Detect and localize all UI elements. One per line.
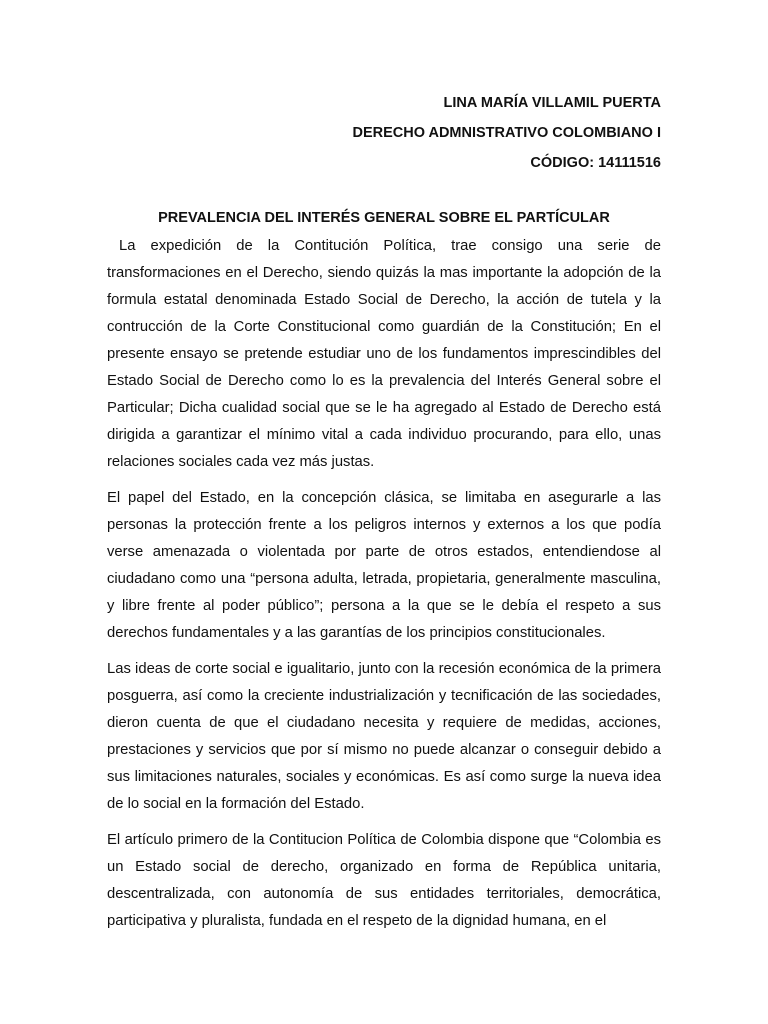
- author-name: LINA MARÍA VILLAMIL PUERTA: [443, 95, 661, 111]
- essay-title: PREVALENCIA DEL INTERÉS GENERAL SOBRE EL PARTÍCULAR: [158, 210, 610, 226]
- essay-body: [107, 233, 661, 944]
- paragraph: El artículo primero de la Contitucion Política de Colombia dispone que “Colombia es un Estado social de derecho, organizado en forma de República unitaria, descentralizada, con autonomía de sus entidades territoriales, democrática, participativa y pluralista, fundada en el respeto de la dignidad humana, en el: [107, 832, 661, 929]
- student-code: CÓDIGO: 14111516: [530, 155, 661, 171]
- paragraph: La expedición de la Contitución Política, trae consigo una serie de transformaciones en el Derecho, siendo quizás la mas importante la adopción de la formula estatal denominada Estado Social de Derecho, la acción de tutela y la contrucción de la Corte Constitucional como guardián de la Constitución; En el presente ensayo se pretende estudiar uno de los fundamentos imprescindibles del Estado Social de Derecho como lo es la prevalencia del Interés General sobre el Particular; Dicha cualidad social que se le ha agregado al Estado de Derecho está dirigida a garantizar el mínimo vital a cada individuo procurando, para ello, unas relaciones sociales cada vez más justas.: [107, 238, 661, 470]
- paragraph: Las ideas de corte social e igualitario, junto con la recesión económica de la primera posguerra, así como la creciente industrialización y tecnificación de las sociedades, dieron cuenta de que el ciudadano necesita y requiere de medidas, acciones, prestaciones y servicios que por sí mismo no puede alcanzar o conseguir debido a sus limitaciones naturales, sociales y económicas. Es así como surge la nueva idea de lo social en la formación del Estado.: [107, 661, 661, 812]
- paragraph: El papel del Estado, en la concepción clásica, se limitaba en asegurarle a las personas la protección frente a los peligros internos y externos a los que podía verse amenazada o violentada por parte de otros estados, entendiendose al ciudadano como una “persona adulta, letrada, propietaria, generalmente masculina, y libre frente al poder público”; persona a la que se le debía el respeto a sus derechos fundamentales y a las garantías de los principios constitucionales.: [107, 490, 661, 641]
- document-header: [107, 88, 661, 178]
- course-name: DERECHO ADMNISTRATIVO COLOMBIANO I: [352, 125, 661, 141]
